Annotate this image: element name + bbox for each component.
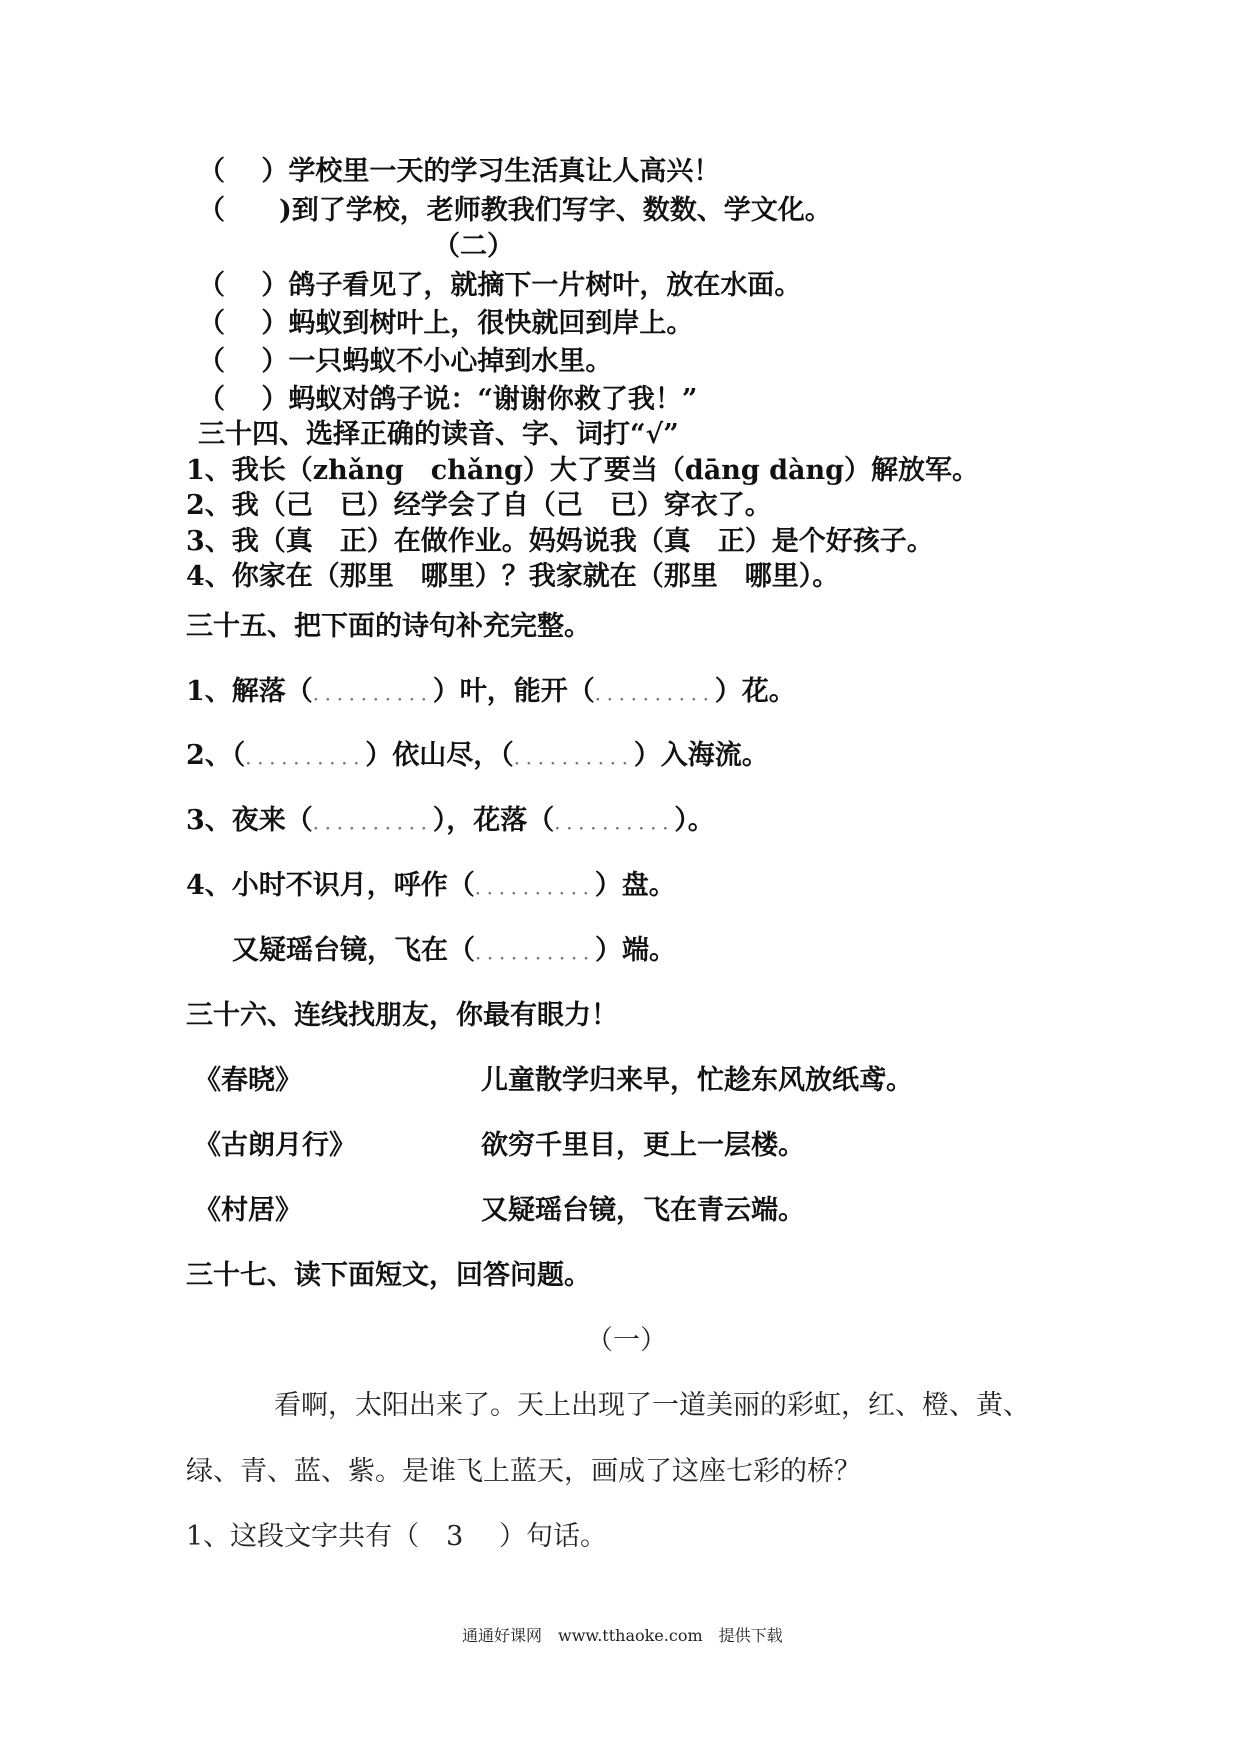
section37-heading: （一） — [586, 1325, 667, 1356]
question-1: 1、这段文字共有（ 3 ）句话。 — [186, 1521, 607, 1552]
blank-dots: ．．．．．．．．．． — [245, 745, 366, 769]
section37-title: 三十七、读下面短文，回答问题。 — [186, 1260, 591, 1291]
order1-line2: （ )到了学校，老师教我们写字、数数、学文化。 — [198, 195, 832, 226]
section35-title: 三十五、把下面的诗句补充完整。 — [186, 611, 591, 642]
poem-item-3-a: 3、夜来（ — [186, 805, 313, 836]
poem-item-3 — [186, 807, 715, 834]
section36-title: 三十六、连线找朋友，你最有眼力！ — [186, 1000, 618, 1031]
poem-item-1-b: ）叶，能开（ — [432, 676, 595, 707]
poem-item-1-c: ）花。 — [714, 676, 796, 707]
order2-line2: （ ）蚂蚁到树叶上，很快就回到岸上。 — [198, 308, 694, 339]
order2-line1: （ ）鸽子看见了，就摘下一片树叶，放在水面。 — [198, 270, 802, 301]
poem-item-4 — [186, 872, 676, 899]
poem-item-5 — [232, 937, 676, 964]
poem-item-5-a: 又疑瑶台镜，飞在（ — [232, 935, 475, 966]
blank-dots: ．．．．．．．．．． — [594, 681, 715, 705]
poem-item-3-c: ）。 — [674, 805, 715, 836]
poem-item-1 — [186, 678, 796, 705]
section34-item-1: 1、我长（zhǎng chǎng）大了要当（dāng dàng）解放军。 — [186, 455, 979, 486]
order1-line1: （ ）学校里一天的学习生活真让人高兴！ — [198, 156, 721, 187]
poem-item-4-b: ）盘。 — [594, 870, 676, 901]
pair-right-1: 儿童散学归来早，忙趁东风放纸鸢。 — [481, 1065, 913, 1096]
section34-item-2: 2、我（己 已）经学会了自（己 已）穿衣了。 — [186, 490, 772, 521]
order2-line3: （ ）一只蚂蚁不小心掉到水里。 — [198, 346, 613, 377]
poem-item-4-a: 4、小时不识月，呼作（ — [186, 870, 475, 901]
poem-item-2 — [186, 742, 769, 769]
pair-left-2: 《古朗月行》 — [194, 1130, 356, 1161]
blank-dots: ．．．．．．．．．． — [513, 745, 634, 769]
pair-left-3: 《村居》 — [194, 1195, 302, 1226]
pair-right-2: 欲穷千里目，更上一层楼。 — [481, 1130, 805, 1161]
poem-item-2-c: ）入海流。 — [633, 740, 769, 771]
passage-line-1: 看啊，太阳出来了。天上出现了一道美丽的彩虹，红、橙、黄、 — [274, 1390, 1030, 1421]
section34-item-3: 3、我（真 正）在做作业。妈妈说我（真 正）是个好孩子。 — [186, 526, 934, 557]
pair-left-1: 《春晓》 — [194, 1065, 302, 1096]
blank-dots: ．．．．．．．．．． — [312, 681, 433, 705]
section34-item-4: 4、你家在（那里 哪里）？我家就在（那里 哪里）。 — [186, 561, 840, 592]
blank-dots: ．．．．．．．．．． — [474, 875, 595, 899]
order2-line4: （ ）蚂蚁对鸽子说：“谢谢你救了我！” — [198, 384, 698, 415]
blank-dots: ．．．．．．．．．． — [554, 810, 675, 834]
poem-item-2-a: 2、（ — [186, 740, 246, 771]
poem-item-1-a: 1、解落（ — [186, 676, 313, 707]
section34-title: 三十四、选择正确的读音、字、词打“√” — [198, 419, 679, 450]
pair-right-3: 又疑瑶台镜，飞在青云端。 — [481, 1195, 805, 1226]
blank-dots: ．．．．．．．．．． — [312, 810, 433, 834]
passage-line-2: 绿、青、蓝、紫。是谁飞上蓝天，画成了这座七彩的桥？ — [186, 1456, 861, 1487]
poem-item-3-b: ），花落（ — [432, 805, 555, 836]
order2-heading: （二） — [433, 231, 514, 262]
page-footer: 通通好课网 www.tthaoke.com 提供下载 — [462, 1626, 783, 1645]
poem-item-2-b: ）依山尽，（ — [365, 740, 514, 771]
blank-dots: ．．．．．．．．．． — [475, 940, 595, 964]
poem-item-5-b: ）端。 — [595, 935, 676, 966]
